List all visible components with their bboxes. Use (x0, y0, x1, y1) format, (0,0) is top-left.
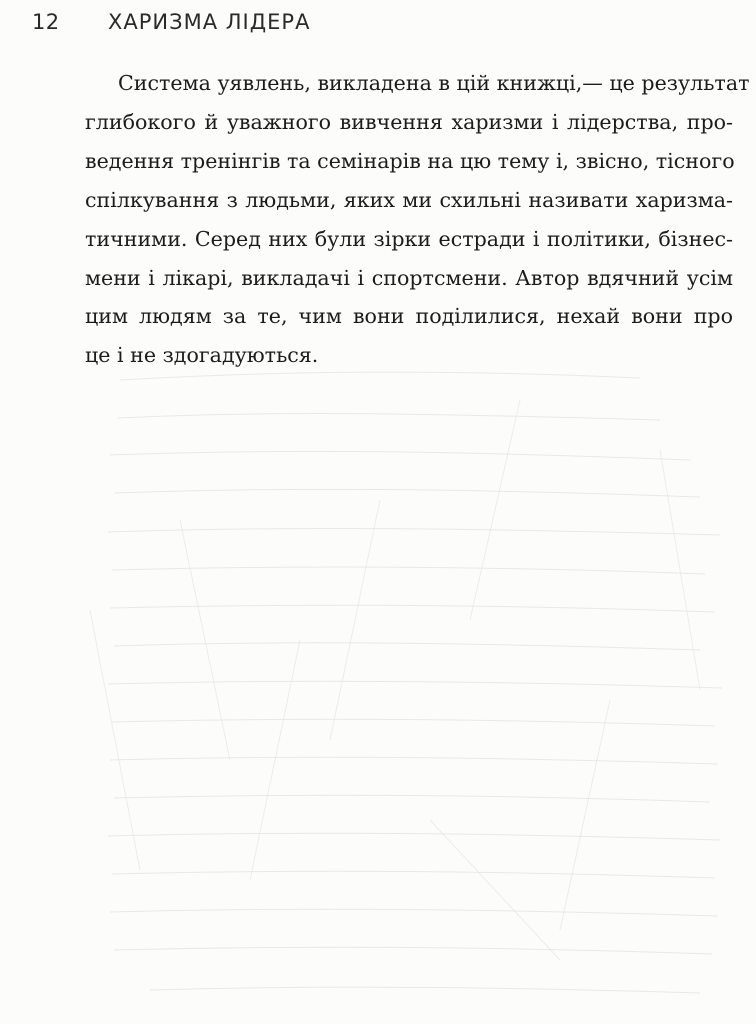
running-title: ХАРИЗМА ЛІДЕРА (108, 10, 311, 34)
paragraph-line: Система уявлень, викладена в цій книжці,— це результат (118, 71, 750, 95)
body-paragraph (85, 64, 750, 375)
paragraph-line: це і не здогадуються. (85, 343, 319, 368)
paragraph-line: глибокого й уважного вивчення харизми і лідерства, про- (85, 109, 733, 134)
paragraph-line: тичними. Серед них були зірки естради і політики, бізнес- (85, 226, 733, 251)
running-header (32, 10, 310, 34)
paragraph-line: мени і лікарі, викладачі і спортсмени. Автор вдячний усім (85, 265, 733, 290)
paragraph-line: цим людям за те, чим вони поділилися, нехай вони про (85, 304, 733, 329)
paragraph-line: спілкування з людьми, яких ми схильні називати харизма- (85, 187, 733, 212)
paragraph-line: ведення тренінгів та семінарів на цю тему і, звісно, тісного (85, 148, 735, 173)
page-number: 12 (32, 10, 60, 34)
